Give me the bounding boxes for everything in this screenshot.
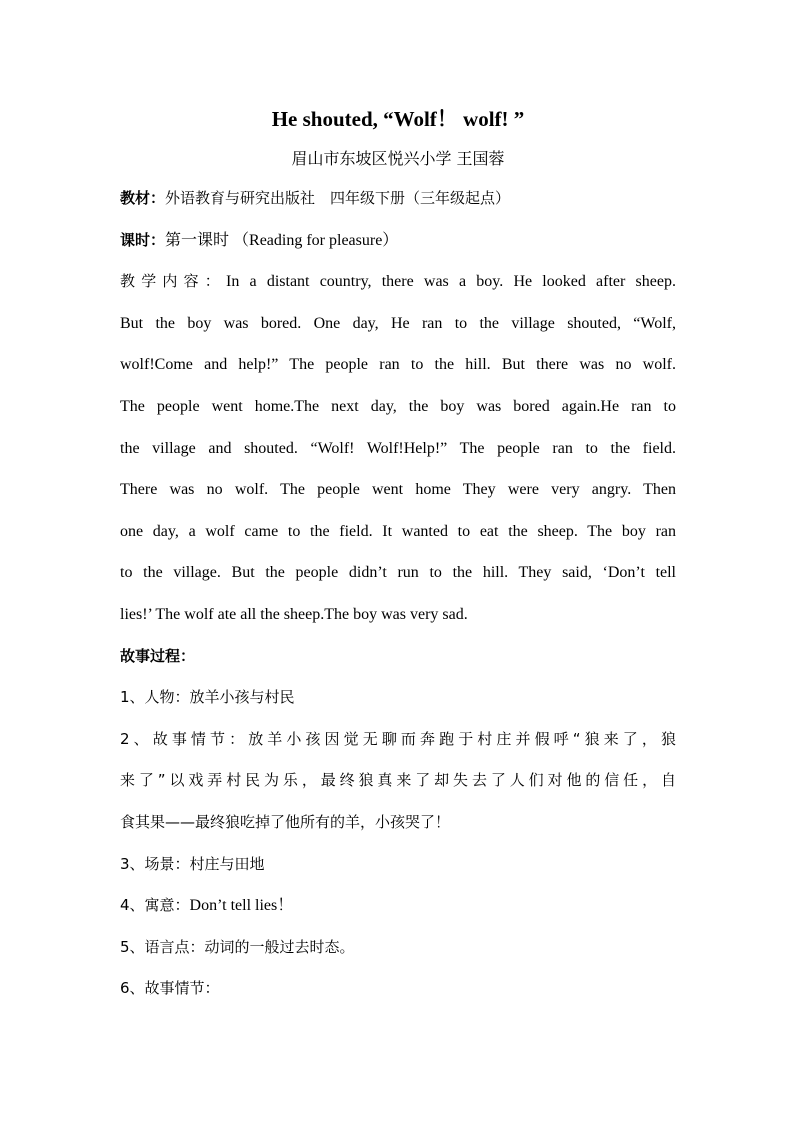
process-item-6: 6、故事情节： [120,979,220,998]
process-item-4-value: Don’t tell lies！ [189,897,294,915]
content-line-4: The people went home.The next day, the boy was bored again.He ran to [120,397,676,415]
textbook-line [120,178,676,220]
content-line-3: wolf!Come and help!” The people ran to the hill. But there was no wolf. [120,356,676,374]
process-item-4 [120,885,676,927]
lesson-line [120,220,676,262]
content-line-6: There was no wolf. The people went home They were very angry. Then [120,481,676,499]
process-item-2-line-2: 来了”以戏弄村民为乐，最终狼真来了却失去了人们对他的信任，自 [120,771,676,790]
document-title: He shouted, “Wolf！ wolf! ” [271,107,525,131]
content-line-1 [120,261,676,303]
content-line-9: lies!’ The wolf ate all the sheep.The boy was very sad. [120,605,468,623]
process-item-1: 1、人物：放羊小孩与村民 [120,688,295,707]
content-line-2: But the boy was bored. One day, He ran to the village shouted, “Wolf, [120,314,676,332]
content-line-7: one day, a wolf came to the field. It wanted to eat the sheep. The boy ran [120,522,676,540]
process-item-5: 5、语言点：动词的一般过去时态。 [120,937,355,956]
lesson-label: 课时： [120,230,166,249]
lesson-value: 第一课时 （Reading for pleasure） [165,231,399,249]
process-item-2-line-1: 2、故事情节：放羊小孩因觉无聊而奔跑于村庄并假呼“狼来了，狼 [120,729,676,748]
textbook-label: 教材： [120,189,166,207]
process-item-4-label: 4、寓意： [120,896,190,915]
process-item-3: 3、场景：村庄与田地 [120,854,265,873]
content-text: In a distant country, there was a boy. He looked after sheep. [226,273,676,291]
process-item-2-line-3: 食其果——最终狼吃掉了他所有的羊，小孩哭了！ [120,812,451,831]
author-line: 眉山市东坡区悦兴小学 王国蓉 [291,149,505,168]
content-label: 教学内容： [120,272,226,291]
content-line-5: the village and shouted. “Wolf! Wolf!Help!” The people ran to the field. [120,439,676,457]
process-heading: 故事过程： [120,646,196,665]
textbook-value: 外语教育与研究出版社 四年级下册（三年级起点） [165,189,511,207]
document-page [120,98,676,1010]
content-line-8: to the village. But the people didn’t run to the hill. They said, ‘Don’t tell [120,564,676,582]
